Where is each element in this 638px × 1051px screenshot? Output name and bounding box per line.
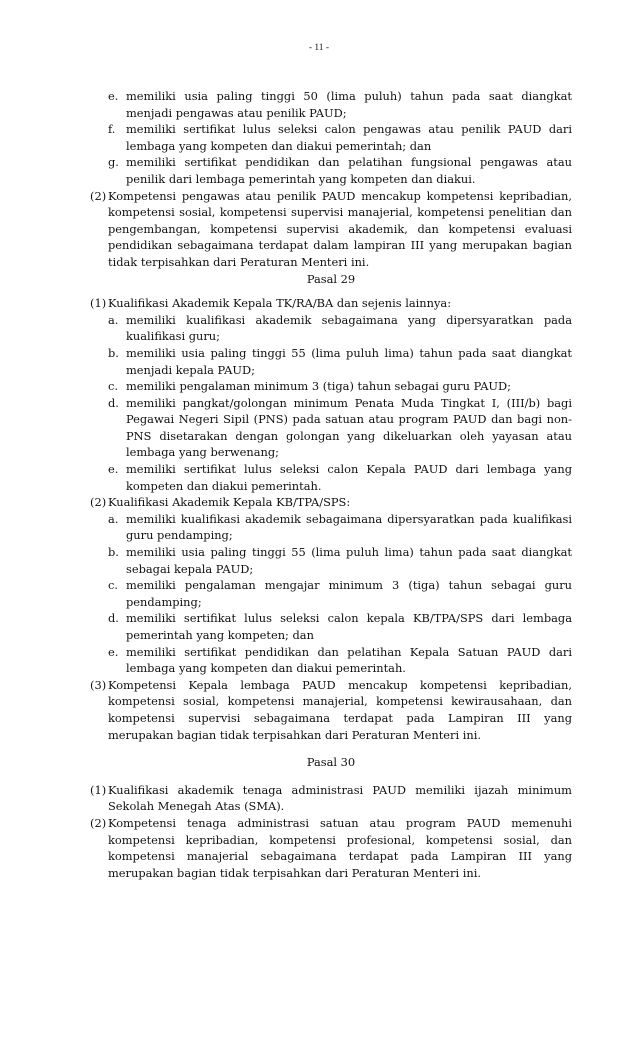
pasal-30-heading: Pasal 30 [306,755,356,770]
paragraph-text: Kualifikasi akademik tenaga administrasi PAUD memiliki ijazah minimum Sekolah Menegah Atas (SMA). [108,782,572,814]
list-marker: c. [108,578,119,593]
paragraph-text: Kualifikasi Akademik Kepala KB/TPA/SPS: [108,495,351,510]
list-marker: e. [108,89,119,103]
list-text: memiliki usia paling tinggi 50 (lima puluh) tahun pada saat diangkat menjadi pengawas atau penilik PAUD; [126,89,572,120]
paragraph [90,677,572,743]
paragraph-text: Kualifikasi Akademik Kepala TK/RA/BA dan sejenis lainnya: [108,296,452,311]
list-item [90,154,572,187]
list-marker: a. [108,312,119,327]
paragraph-marker: (2) [90,815,107,830]
paragraph-marker: (1) [90,782,107,797]
paragraph [90,782,572,815]
list-text: memiliki usia paling tinggi 55 (lima puluh lima) tahun pada saat diangkat menjadi kepala PAUD; [126,345,572,377]
list-text: memiliki sertifikat lulus seleksi calon Kepala PAUD dari lembaga yang kompeten dan diakui pemerintah. [126,462,572,493]
list-text: memiliki sertifikat pendidikan dan pelatihan fungsional pengawas atau penilik dari lembaga pemerintah yang kompeten dan diakui. [126,155,572,186]
list-item [90,345,572,378]
list-item [90,395,572,461]
list-marker: a. [108,511,119,526]
list-text: memiliki kualifikasi akademik sebagaimana dipersyaratkan pada kualifikasi guru pendamping; [126,511,572,543]
list-marker: e. [108,644,119,659]
list-item [90,121,572,154]
paragraph-text: Kompetensi Kepala lembaga PAUD mencakup kompetensi kepribadian, kompetensi sosial, kompetensi manajerial, kompetensi kewirausahaan, dan kompetensi supervisi sebagaimana terdapat pada Lampiran III yang merupakan bagian tidak terpisahkan dari Peraturan Menteri ini. [108,677,572,742]
list-text: memiliki sertifikat pendidikan dan pelatihan Kepala Satuan PAUD dari lembaga yang kompeten dan diakui pemerintah. [126,644,572,676]
paragraph-marker: (1) [90,296,107,311]
paragraph [90,188,572,271]
list-marker: b. [108,345,119,360]
list-marker: c. [108,379,119,394]
list-item [90,312,572,345]
paragraph [90,494,572,511]
list-text: memiliki sertifikat lulus seleksi calon kepala KB/TPA/SPS dari lembaga pemerintah yang kompeten; dan [126,611,572,642]
list-marker: f. [108,122,116,137]
list-marker: d. [108,395,119,410]
list-item [90,511,572,544]
list-marker: b. [108,545,119,560]
paragraph-marker: (2) [90,495,107,510]
list-marker: d. [108,611,119,626]
paragraph-marker: (3) [90,677,107,692]
paragraph-marker: (2) [90,188,107,203]
list-item [90,544,572,577]
list-marker: g. [108,155,119,170]
list-text: memiliki pengalaman minimum 3 (tiga) tahun sebagai guru PAUD; [126,379,511,394]
page-number: - 11 - [308,43,330,53]
list-item [90,610,572,643]
list-text: memiliki usia paling tinggi 55 (lima puluh lima) tahun pada saat diangkat sebagai kepala PAUD; [126,545,572,576]
page-content [90,88,572,881]
pasal-29-heading: Pasal 29 [306,271,356,286]
list-item [90,461,572,494]
paragraph-text: Kompetensi tenaga administrasi satuan atau program PAUD memenuhi kompetensi kepribadian, kompetensi profesional, kompetensi sosial, dan kompetensi manajerial sebagaimana terdapat pada Lampiran III yang merupakan bagian tidak terpisahkan dari Peraturan Menteri ini. [108,815,572,880]
paragraph [90,815,572,881]
list-text: memiliki sertifikat lulus seleksi calon pengawas atau penilik PAUD dari lembaga yang kompeten dan diakui pemerintah; dan [126,122,572,153]
list-item [90,644,572,677]
list-item [90,88,572,121]
list-text: memiliki pengalaman mengajar minimum 3 (tiga) tahun sebagai guru pendamping; [126,578,572,609]
list-item [90,378,572,395]
list-text: memiliki pangkat/golongan minimum Penata Muda Tingkat I, (III/b) bagi Pegawai Negeri Sipil (PNS) pada satuan atau program PAUD dan bagi non-PNS disetarakan dengan golongan yang dikeluarkan oleh yayasan atau lembaga yang berwenang; [126,395,572,460]
list-item [90,577,572,610]
paragraph-text: Kompetensi pengawas atau penilik PAUD mencakup kompetensi kepribadian, kompetensi sosial, kompetensi supervisi manajerial, kompetensi penelitian dan pengembangan, kompetensi supervisi akademik, dan kompetensi evaluasi pendidikan sebagaimana terdapat dalam lampiran III yang merupakan bagian tidak terpisahkan dari Peraturan Menteri ini. [108,188,572,269]
list-text: memiliki kualifikasi akademik sebagaimana yang dipersyaratkan pada kualifikasi guru; [126,312,572,344]
paragraph [90,295,572,312]
list-marker: e. [108,462,119,477]
